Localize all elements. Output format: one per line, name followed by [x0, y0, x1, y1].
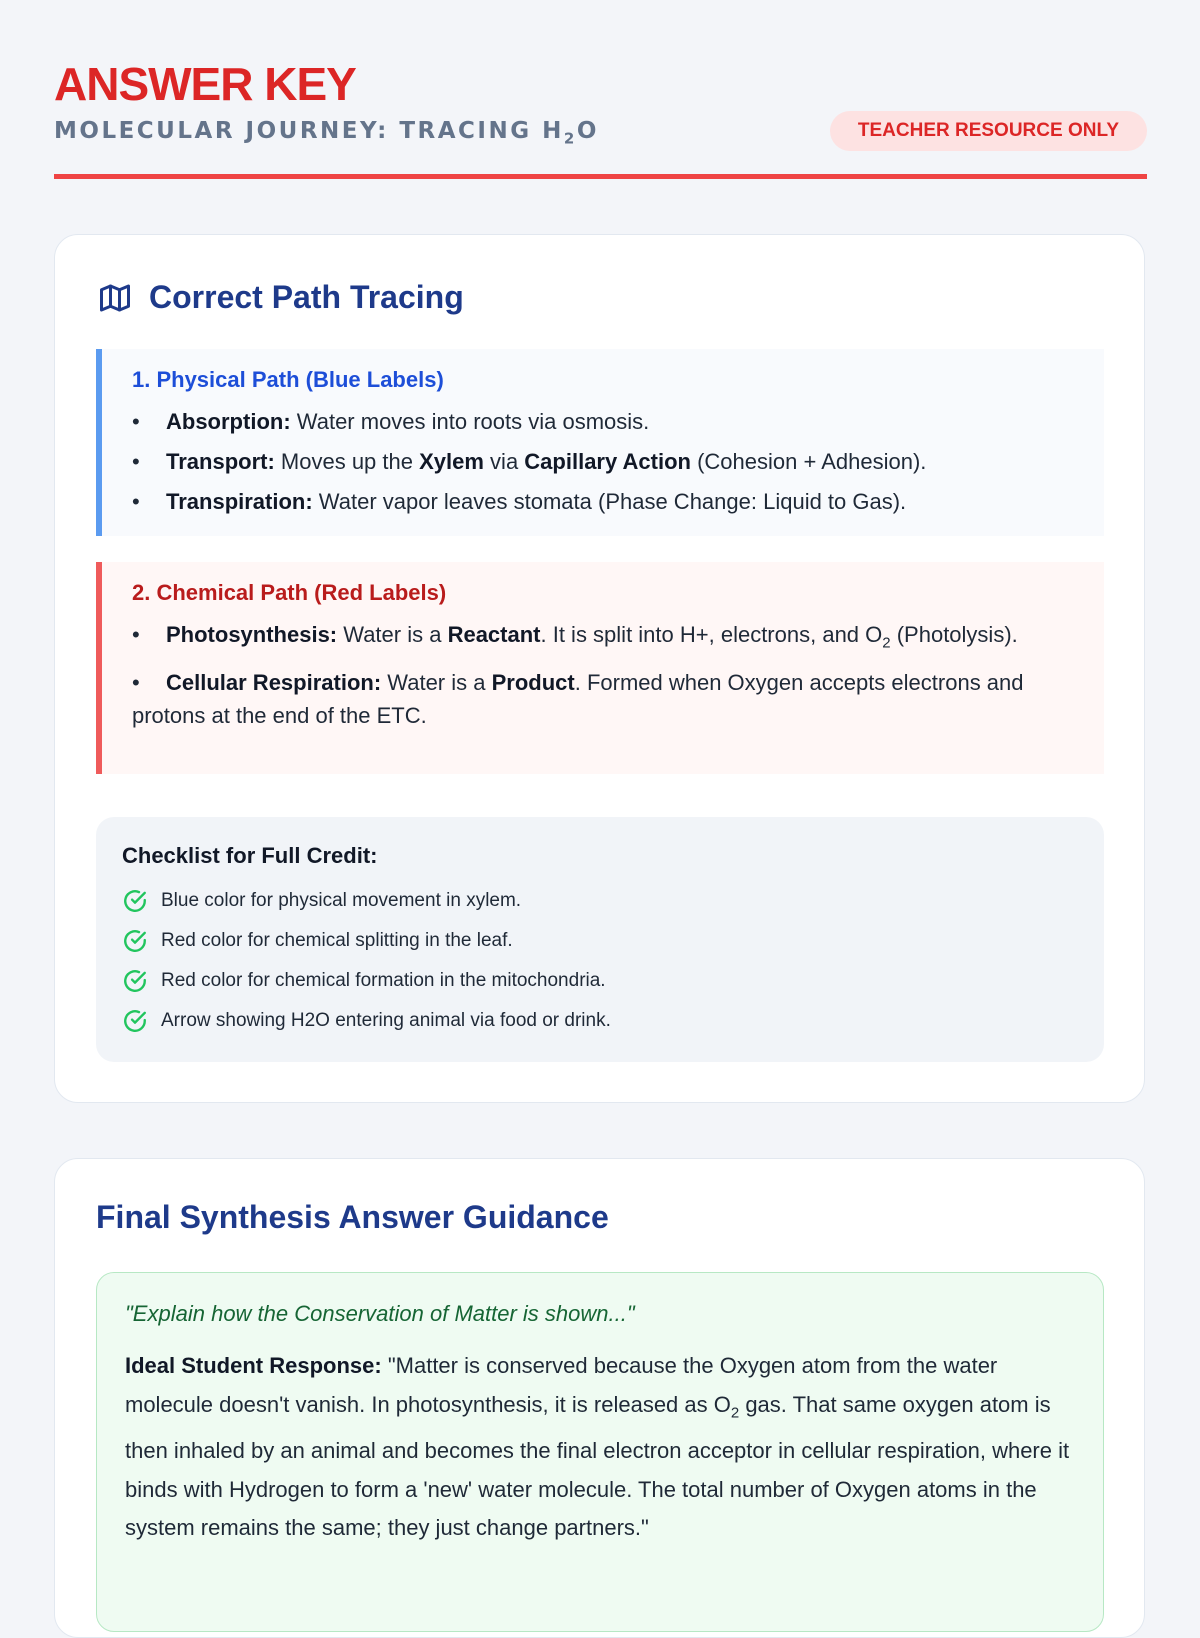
ideal-response — [125, 1347, 1075, 1548]
path-tracing-heading — [97, 279, 464, 316]
subtitle-subscript: 2 — [563, 129, 577, 148]
list-item — [132, 445, 1078, 478]
list-item — [132, 666, 1078, 732]
item-text: Water is a — [337, 622, 448, 647]
check-circle-icon — [122, 928, 148, 954]
synthesis-card — [54, 1158, 1145, 1638]
physical-path-title: 1. Physical Path (Blue Labels) — [132, 367, 444, 392]
subscript: 2 — [882, 634, 891, 652]
check-circle-icon — [122, 888, 148, 914]
checklist-item — [122, 921, 1078, 961]
teacher-resource-badge: TEACHER RESOURCE ONLY — [830, 111, 1147, 151]
item-text: via — [483, 449, 525, 474]
physical-path-box — [96, 349, 1104, 536]
page-header — [54, 58, 1147, 148]
list-item — [132, 485, 1078, 518]
item-text: Water vapor leaves stomata (Phase Change: Liquid to Gas). — [312, 489, 907, 514]
subtitle-suffix: O — [576, 118, 599, 144]
page-subtitle — [54, 118, 599, 148]
physical-path-list — [132, 405, 1078, 518]
response-label: Ideal Student Response: — [125, 1353, 382, 1378]
checklist-item — [122, 881, 1078, 921]
bullet: • — [132, 670, 140, 696]
subtitle-prefix: MOLECULAR JOURNEY: TRACING H — [54, 118, 564, 144]
bullet: • — [132, 449, 140, 474]
item-text: Water is a — [381, 670, 492, 696]
chemical-path-title: 2. Chemical Path (Red Labels) — [132, 580, 447, 605]
item-label: Transpiration: — [166, 489, 313, 514]
check-circle-icon — [122, 968, 148, 994]
item-label: Transport: — [166, 449, 275, 474]
item-label: Cellular Respiration: — [166, 670, 382, 696]
checklist-item — [122, 961, 1078, 1001]
item-text: (Photolysis). — [890, 622, 1018, 647]
checklist-item-text: Red color for chemical splitting in the leaf. — [161, 930, 513, 951]
list-item — [132, 618, 1078, 659]
item-text: . Formed when Oxygen accepts electrons and protons at the end of the ETC. — [132, 670, 1024, 729]
checklist-item-text: Arrow showing H2O entering animal via food or drink. — [161, 1010, 611, 1031]
checklist-items — [122, 881, 1078, 1041]
checklist-item-text: Blue color for physical movement in xylem. — [161, 890, 522, 911]
item-text: (Cohesion + Adhesion). — [690, 449, 927, 474]
check-circle-icon — [122, 1008, 148, 1034]
bullet: • — [132, 489, 140, 514]
response-text: gas. That same oxygen atom is then inhaled by an animal and becomes the final electron acceptor in cellular respiration, where it binds with Hydrogen to form a 'new' water molecule. The total number of Oxygen atoms in the system remains the same; they just change partners." — [125, 1391, 1070, 1541]
checklist-title: Checklist for Full Credit: — [122, 843, 378, 868]
path-tracing-card — [54, 234, 1145, 1103]
checklist-item-text: Red color for chemical formation in the mitochondria. — [161, 970, 606, 991]
item-label: Absorption: — [166, 409, 291, 434]
item-emphasis: Reactant — [447, 622, 541, 647]
bullet: • — [132, 409, 140, 434]
map-icon — [97, 280, 133, 316]
item-text: Moves up the — [274, 449, 420, 474]
response-text: "Matter is conserved because the Oxygen atom from the water molecule doesn't vanish. In photosynthesis, it is released as O — [125, 1353, 998, 1417]
item-emphasis: Product — [491, 670, 575, 696]
list-item — [132, 405, 1078, 438]
bullet: • — [132, 622, 140, 647]
chemical-path-list — [132, 618, 1078, 732]
checklist-item — [122, 1001, 1078, 1041]
synthesis-prompt: "Explain how the Conservation of Matter is shown..." — [125, 1301, 635, 1326]
section-title: Correct Path Tracing — [149, 279, 464, 315]
header-divider — [54, 174, 1147, 179]
credit-checklist — [96, 817, 1104, 1062]
item-text: Water moves into roots via osmosis. — [290, 409, 650, 434]
item-emphasis: Capillary Action — [524, 449, 691, 474]
chemical-path-box — [96, 562, 1104, 774]
response-box — [96, 1272, 1104, 1632]
item-emphasis: Xylem — [419, 449, 484, 474]
item-label: Photosynthesis: — [166, 622, 338, 647]
subscript: 2 — [730, 1403, 740, 1421]
page-title: ANSWER KEY — [54, 58, 356, 110]
item-text: . It is split into H+, electrons, and O — [540, 622, 883, 647]
synthesis-title: Final Synthesis Answer Guidance — [96, 1199, 609, 1235]
